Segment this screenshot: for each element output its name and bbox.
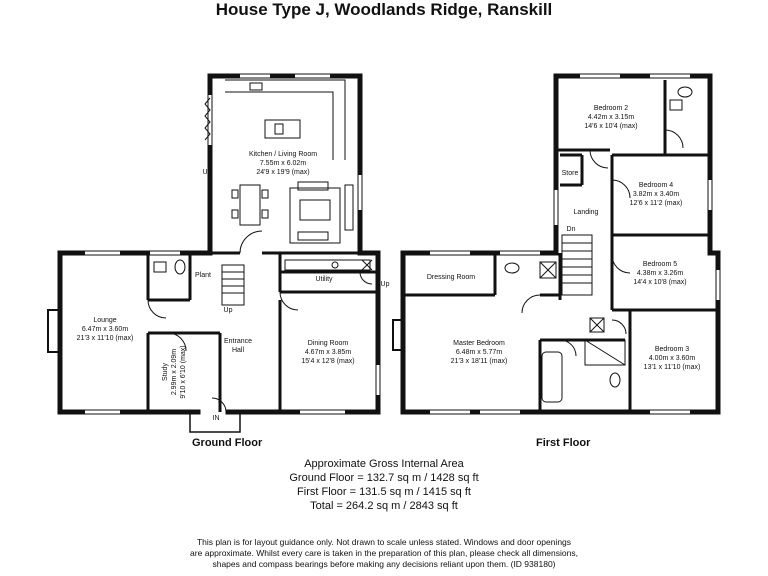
kitchen-up-label: Up xyxy=(202,169,212,176)
bedroom2-metric: 4.42m x 3.15m xyxy=(587,114,635,121)
bedroom3-metric: 4.00m x 3.60m xyxy=(648,355,696,362)
kitchen-metric: 7.55m x 6.02m xyxy=(259,160,307,167)
area-heading: Approximate Gross Internal Area xyxy=(304,458,464,470)
entrance-line2: Hall xyxy=(231,347,245,354)
plan-title: House Type J, Woodlands Ridge, Ranskill xyxy=(215,0,553,19)
dn-label: Dn xyxy=(566,226,576,233)
bedroom2-imperial: 14'6 x 10'4 (max) xyxy=(584,123,638,130)
bedroom4-name: Bedroom 4 xyxy=(638,182,674,189)
landing-name: Landing xyxy=(573,209,599,216)
kitchen-imperial: 24'9 x 19'9 (max) xyxy=(256,169,310,176)
disclaimer-line2: are approximate. Whilst every care is taken in the preparation of this plan, please check all dimensions, xyxy=(190,548,578,558)
bedroom5-name: Bedroom 5 xyxy=(642,261,678,268)
area-total: Total = 264.2 sq m / 2843 sq ft xyxy=(310,500,458,512)
first-floor-plan xyxy=(393,74,720,414)
lounge-metric: 6.47m x 3.60m xyxy=(81,326,129,333)
area-first: First Floor = 131.5 sq m / 1415 sq ft xyxy=(297,486,471,498)
bedroom5-imperial: 14'4 x 10'8 (max) xyxy=(633,279,687,286)
utility-up-label: Up xyxy=(380,281,390,288)
dining-metric: 4.67m x 3.85m xyxy=(304,349,352,356)
dining-name: Dining Room xyxy=(307,340,349,347)
utility-name: Utility xyxy=(315,276,333,283)
study-name: Study xyxy=(162,363,169,381)
area-summary xyxy=(0,457,768,513)
dining-imperial: 15'4 x 12'8 (max) xyxy=(301,358,355,365)
master-name: Master Bedroom xyxy=(453,340,505,347)
bedroom3-imperial: 13'1 x 11'10 (max) xyxy=(643,364,701,371)
disclaimer xyxy=(0,537,768,570)
area-ground: Ground Floor = 132.7 sq m / 1428 sq ft xyxy=(289,472,479,484)
study-imperial: 9'10 x 6'10 (max) xyxy=(180,345,187,399)
stairs-up-label: Up xyxy=(223,307,233,314)
disclaimer-line3: shapes and compass bearings before making any decisions reliant upon them. (ID 938180) xyxy=(212,559,556,569)
bedroom4-imperial: 12'6 x 11'2 (max) xyxy=(629,200,683,207)
study-label xyxy=(162,345,187,398)
disclaimer-line1: This plan is for layout guidance only. Not drawn to scale unless stated. Windows and door openings xyxy=(196,537,572,547)
kitchen-name: Kitchen / Living Room xyxy=(248,151,318,158)
entrance-line1: Entrance xyxy=(223,338,253,345)
bedroom4-metric: 3.82m x 3.40m xyxy=(632,191,680,198)
dressing-name: Dressing Room xyxy=(426,274,476,281)
lounge-name: Lounge xyxy=(93,317,117,324)
ground-floor-plan xyxy=(48,74,380,432)
first-room-labels xyxy=(427,105,700,371)
first-floor-label: First Floor xyxy=(536,437,591,449)
store-name: Store xyxy=(561,170,579,177)
lounge-imperial: 21'3 x 11'10 (max) xyxy=(76,335,134,342)
bedroom2-name: Bedroom 2 xyxy=(593,105,629,112)
master-metric: 6.48m x 5.77m xyxy=(455,349,503,356)
bedroom5-metric: 4.38m x 3.26m xyxy=(636,270,684,277)
study-metric: 2.99m x 2.09m xyxy=(171,348,178,396)
master-imperial: 21'3 x 18'11 (max) xyxy=(450,358,508,365)
entry-label: IN xyxy=(212,415,220,422)
ground-floor-label: Ground Floor xyxy=(192,437,263,449)
bedroom3-name: Bedroom 3 xyxy=(654,346,690,353)
plant-name: Plant xyxy=(195,272,211,279)
